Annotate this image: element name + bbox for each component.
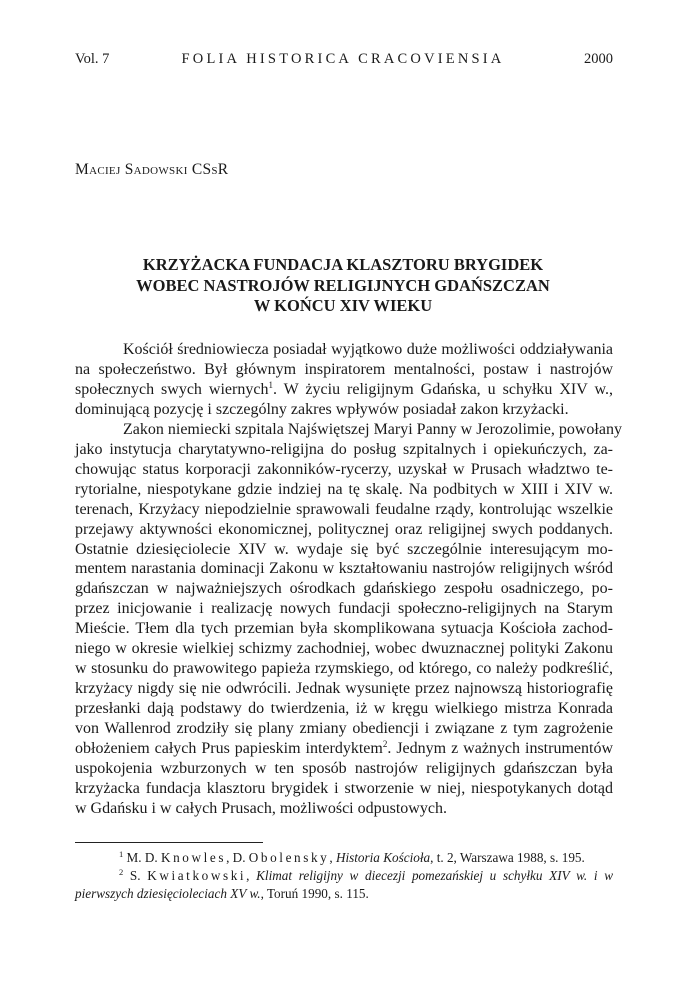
body-line [75,739,613,759]
text-run: S. [123,868,148,883]
body-line [75,380,613,400]
text-run: , Toruń 1990, s. 115. [260,886,369,901]
body-line [75,440,613,460]
footnote-line [75,849,613,867]
text-run: w Gdańsku i w całych Prusach, możliwości odpustowych. [75,799,447,817]
body-line [75,759,613,779]
italic-title: pierwszych dziesięcioleciach XV w. [75,886,261,901]
text-run: krzyżacka fundacja klasztoru brygidek i stworzenie w niej, niespotykanych dotąd [75,779,613,797]
text-run: chowując status korporacji zakonników-rycerzy, uzyskał w Prusach władztwo te- [75,460,613,478]
italic-title: Klimat religijny w diecezji pomezańskiej u schyłku XIV w. i w [256,868,613,883]
volume-number: Vol. 7 [75,51,110,67]
article-author: Maciej Sadowski CSsR [75,161,229,178]
body-line [75,619,613,639]
text-run: obłożeniem całych Prus papieskim interdyktem [75,740,383,758]
text-run: Zakon niemiecki szpitala Najświętszej Maryi Panny w Jerozolimie, powołany [123,420,622,438]
text-run: rytorialne, niespotykane gdzie indziej na tę skalę. Na podbitych w XIII i XIV w. [75,480,613,498]
text-run: terenach, Krzyżacy niepodzielnie sprawowali feudalne rządy, kontrolując wszelkie [75,500,613,518]
article-body [75,340,622,819]
body-line [75,480,613,500]
text-run: dominującą pozycję i szczególny zakres wpływów posiadał zakon krzyżacki. [75,400,569,418]
text-run: krzyżacy nigdy się nie odwrócili. Jednak wysunięte przez najnowszą historiografię [75,680,613,698]
body-line [75,540,613,560]
text-run: przesłanki dają podstawy do twierdzenia, iż w kręgu wielkiego mistrza Konrada [75,700,613,718]
article-title [0,255,686,317]
body-line [75,400,613,420]
text-run: von Wallenrod zrodziły się plany zmiany obediencji i związane z tym zagrożenie [75,720,613,738]
body-line [75,579,613,599]
body-line [75,599,613,619]
body-line [75,679,613,699]
title-line: KRZYŻACKA FUNDACJA KLASZTORU BRYGIDEK [142,255,544,274]
text-run: Kościół średniowiecza posiadał wyjątkowo duże możliwości oddziaływania [123,341,613,358]
author-name: Kwiatkowski [147,868,247,883]
body-line [75,420,622,440]
text-run: M. D. [123,850,161,865]
text-run: Ostatnie dziesięciolecie XIV w. wydaje się być szczególnie interesującym mo- [75,540,613,558]
body-line [75,719,613,739]
body-line [75,699,613,719]
footnotes [75,849,613,903]
body-line [75,340,613,360]
footnote-marker: 1 [268,379,273,390]
text-run: gdańszczan w najważniejszych ośrodkach gdańskiego zespołu osadniczego, po- [75,580,613,598]
text-run: przez inicjowanie i realizację nowych fundacji społeczno-religijnych na Starym [75,600,613,618]
text-run: na społeczeństwo. Był głównym inspiratorem mentalności, postaw i nastrojów [75,360,613,378]
text-run: przejawy aktywności ekonomicznej, politycznej oraz religijnej swych poddanych. [75,520,613,538]
text-run: społecznych swych wiernych [75,380,269,398]
text-run: . W życiu religijnym Gdańska, u schyłku XIV w., [272,380,614,398]
body-line [75,559,613,579]
body-line [75,460,613,480]
footnote-line [75,867,613,885]
text-run: jako instytucja charytatywno-religijna do posług szpitalnych i opiekuńczych, za- [75,440,613,458]
author-name: Knowles [160,850,227,865]
footnote-marker: 2 [382,739,388,750]
body-line [75,659,613,679]
body-line [75,520,613,540]
text-run: uspokojenia wzburzonych w ten sposób nastrojów religijnych gdańszczan była [75,760,613,778]
title-line: WOBEC NASTROJÓW RELIGIJNYCH GDAŃSZCZAN [136,275,550,295]
text-run: , D. [226,850,249,865]
body-line [75,639,613,659]
text-run: niego w okresie wielkiej schizmy zachodniej, wobec dwuznacznej polityki Zakonu [75,640,613,658]
body-line [75,799,613,819]
body-line [75,360,613,380]
text-run: . Jednym z ważnych instrumentów [387,740,613,758]
text-run: w stosunku do prawowitego papieża rzymskiego, od którego, co należy podkreślić, [75,660,613,678]
text-run: , [246,868,257,883]
title-line: W KOŃCU XIV WIEKU [253,296,433,315]
author-name: Obolensky [248,850,330,865]
footnote-line [75,885,613,903]
journal-title: FOLIA HISTORICA CRACOVIENSIA [181,51,505,67]
text-run: Mieście. Tłem dla tych przemian była skomplikowana sytuacja Kościoła zachod- [75,620,613,638]
footnote-marker: 2 [119,867,124,877]
italic-title: Historia Kościoła [335,850,431,865]
body-line [75,779,613,799]
body-line [75,500,613,520]
footnote-divider [75,842,263,843]
publication-year: 2000 [584,51,613,67]
text-run: , [329,850,336,865]
text-run: mentem narastania dominacji Zakonu w kształtowaniu nastrojów religijnych wśród [75,560,613,578]
footnote-marker: 1 [119,849,124,859]
text-run: , t. 2, Warszawa 1988, s. 195. [430,850,585,865]
